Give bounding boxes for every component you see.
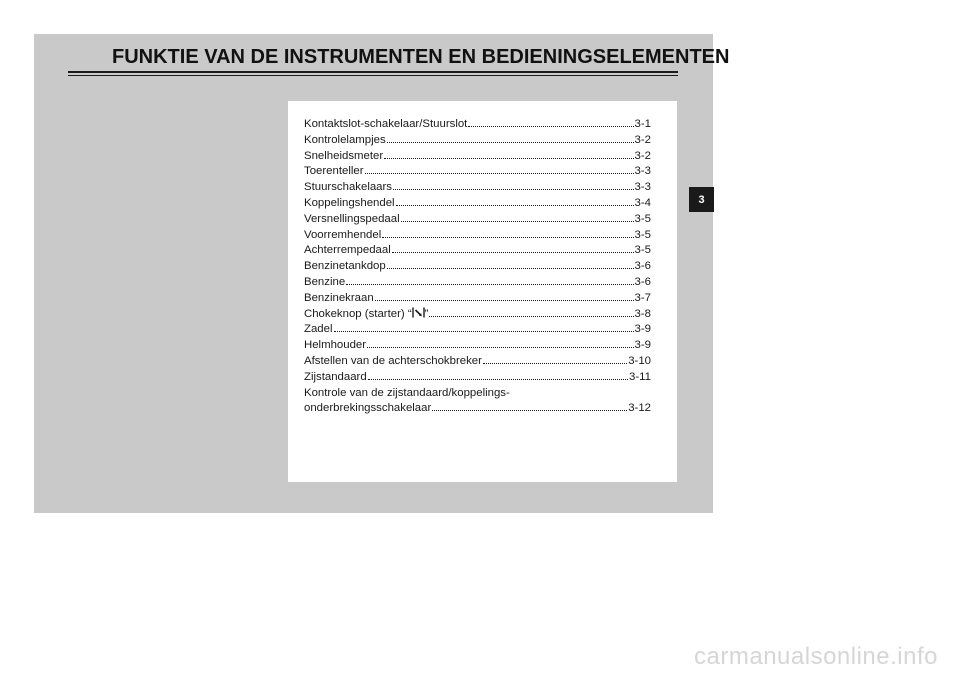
toc-entry-title: Kontrole van de zijstandaard/koppelings- — [304, 386, 510, 399]
toc-leader-dots — [432, 402, 627, 411]
toc-entry-page: 3-11 — [629, 370, 651, 383]
toc-entry-page: 3-9 — [634, 323, 651, 336]
toc-entry-line2[interactable] — [304, 401, 651, 417]
toc-entry-title: Stuurschakelaars — [304, 181, 393, 194]
page-title: FUNKTIE VAN DE INSTRUMENTEN EN BEDIENINGSELEMENTEN — [112, 46, 730, 68]
toc-entry[interactable] — [304, 228, 651, 244]
toc-entry-line1[interactable] — [304, 386, 651, 402]
toc-entry[interactable] — [304, 354, 651, 370]
toc-entry-page: 3-8 — [634, 307, 651, 320]
toc-entry-page: 3-12 — [628, 402, 651, 415]
toc-entry-page: 3-7 — [634, 291, 651, 304]
toc-entry[interactable] — [304, 180, 651, 196]
toc-entry-title: Toerenteller — [304, 165, 364, 178]
toc-leader-dots — [384, 150, 633, 159]
toc-leader-dots — [396, 197, 634, 206]
toc-entry[interactable] — [304, 164, 651, 180]
toc-entry-title: Benzine — [304, 275, 346, 288]
toc-entry-title: Versnellingspedaal — [304, 212, 400, 225]
toc-entry[interactable] — [304, 243, 651, 259]
toc-entry-title: Koppelingshendel — [304, 196, 395, 209]
toc-leader-dots — [387, 260, 634, 269]
choke-icon — [412, 307, 425, 318]
toc-entry-title-suffix: ” — [424, 307, 429, 320]
toc-entry[interactable] — [304, 117, 651, 133]
toc-entry-title: Kontrolelampjes — [304, 133, 386, 146]
toc-entry-page: 3-5 — [634, 244, 651, 257]
toc-entry-title: Zijstandaard — [304, 370, 367, 383]
title-underline-thin — [68, 75, 678, 76]
toc-leader-dots — [387, 134, 634, 143]
toc-entry[interactable] — [304, 259, 651, 275]
toc-entry[interactable] — [304, 196, 651, 212]
title-underline — [68, 71, 678, 73]
toc-leader-dots — [365, 165, 634, 174]
toc-entry-title: Zadel — [304, 323, 333, 336]
toc-leader-dots — [346, 276, 633, 285]
toc-entry-page: 3-3 — [634, 181, 651, 194]
toc-entry-page: 3-5 — [634, 228, 651, 241]
toc-entry-page: 3-9 — [634, 339, 651, 352]
toc-entry-title: onderbrekingsschakelaar — [304, 402, 432, 415]
toc-leader-dots — [483, 355, 627, 364]
toc-entry[interactable] — [304, 275, 651, 291]
toc-list — [304, 117, 651, 417]
toc-leader-dots — [393, 181, 634, 190]
toc-entry-title: Afstellen van de achterschokbreker — [304, 354, 482, 367]
toc-leader-dots — [367, 339, 633, 348]
toc-entry-title: Voorremhendel — [304, 228, 382, 241]
toc-entry-choke[interactable] — [304, 307, 651, 323]
toc-leader-dots — [468, 118, 633, 127]
toc-entry-title: Benzinetankdop — [304, 260, 386, 273]
toc-entry[interactable] — [304, 149, 651, 165]
toc-entry-title-prefix: Chokeknop (starter) “ — [304, 307, 412, 320]
chapter-tab: 3 — [689, 187, 714, 212]
toc-entry-title: Kontaktslot-schakelaar/Stuurslot — [304, 118, 468, 130]
toc-leader-dots — [401, 213, 634, 222]
toc-entry[interactable] — [304, 338, 651, 354]
toc-entry-page: 3-3 — [634, 165, 651, 178]
toc-entry[interactable] — [304, 370, 651, 386]
toc-entry-page: 3-5 — [634, 212, 651, 225]
toc-entry-title — [304, 307, 428, 323]
watermark: carmanualsonline.info — [694, 643, 938, 670]
toc-entry-title: Snelheidsmeter — [304, 149, 384, 162]
toc-entry[interactable] — [304, 322, 651, 338]
toc-entry-title: Helmhouder — [304, 339, 367, 352]
toc-entry-page: 3-4 — [634, 196, 651, 209]
toc-leader-dots — [382, 229, 633, 238]
table-of-contents — [288, 101, 677, 482]
toc-entry-page: 3-2 — [634, 149, 651, 162]
toc-leader-dots — [368, 371, 628, 380]
toc-entry-page: 3-10 — [628, 354, 651, 367]
toc-entry-page: 3-1 — [634, 118, 651, 130]
toc-leader-dots — [392, 244, 634, 253]
toc-entry[interactable] — [304, 133, 651, 149]
toc-leader-dots — [334, 323, 634, 332]
toc-entry[interactable] — [304, 212, 651, 228]
toc-entry-page: 3-2 — [634, 133, 651, 146]
toc-entry-title: Benzinekraan — [304, 291, 374, 304]
toc-entry[interactable] — [304, 291, 651, 307]
toc-leader-dots — [429, 308, 633, 317]
toc-entry-page: 3-6 — [634, 275, 651, 288]
toc-entry-title: Achterrempedaal — [304, 244, 391, 257]
toc-entry-page: 3-6 — [634, 260, 651, 273]
toc-leader-dots — [375, 292, 634, 301]
